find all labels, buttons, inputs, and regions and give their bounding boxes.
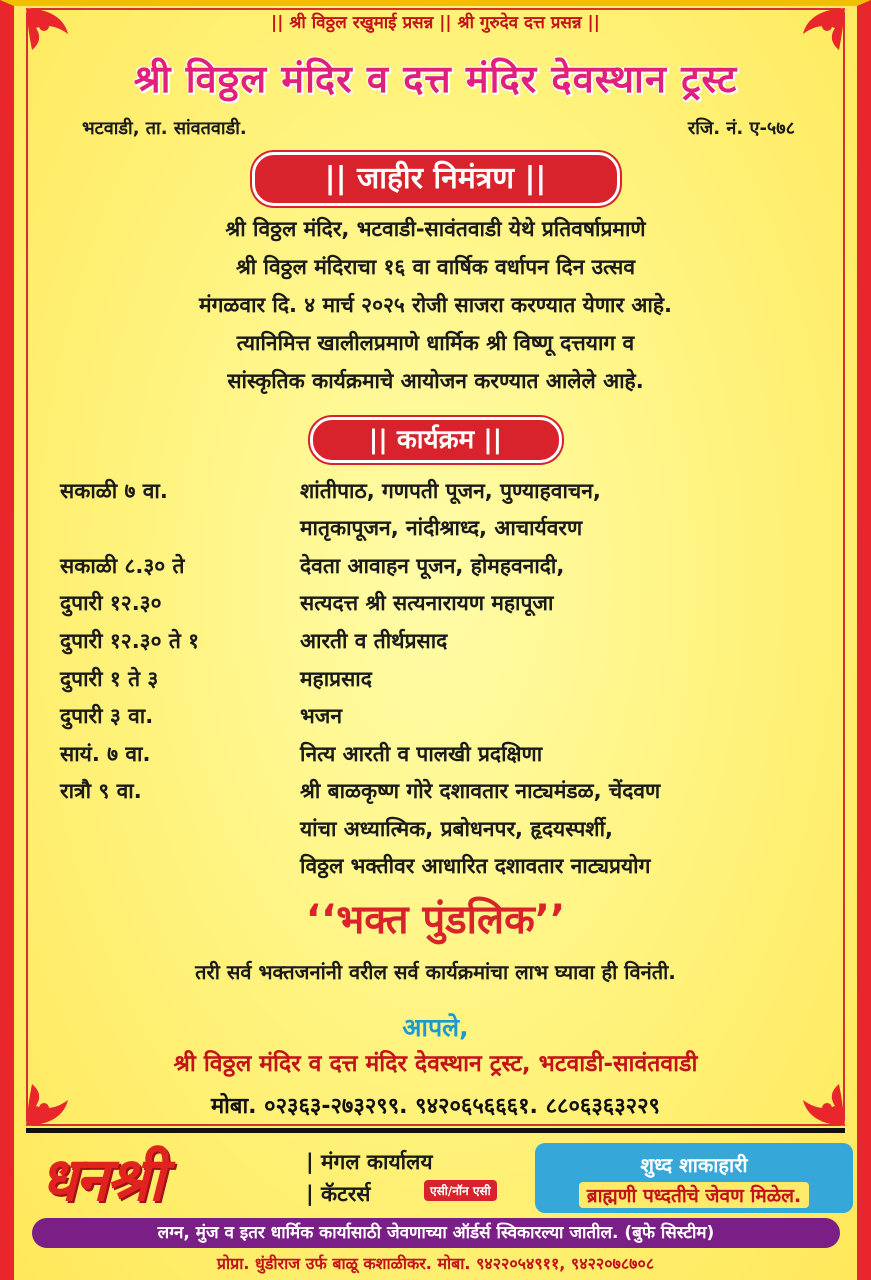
ac-badge: एसी/नॉन एसी [424,1180,497,1201]
venue-line: | कॅटरर्स [306,1182,371,1206]
schedule-event: शांतीपाठ, गणपती पूजन, पुण्याहवाचन, [300,479,601,503]
trust-title: श्री विठ्ठल मंदिर व दत्त मंदिर देवस्थान ट्रस्ट [133,57,738,101]
trust-address: भटवाडी, ता. सांवतवाडी. [82,118,247,139]
orders-banner: लग्न, मुंज व इतर धार्मिक कार्यासाठी जेवणाच्या ऑर्डर्स स्विकारल्या जातील. (बुफे सिस्टीम) [32,1218,840,1248]
schedule-event: सत्यदत्त श्री सत्यनारायण महापूजा [300,591,554,615]
schedule-time: सायं. ७ वा. [60,742,151,766]
schedule-time: दुपारी १ ते ३ [60,667,159,691]
schedule-event: श्री बाळकृष्ण गोरे दशावतार नाट्यमंडळ, चेंदवण [300,779,661,803]
closing-salutation: आपले, [402,1013,469,1042]
schedule-event: आरती व तीर्थप्रसाद [300,629,448,653]
drama-title: ‘‘भक्त पुंडलिक’’ [305,897,566,943]
schedule-time: दुपारी १२.३० ते १ [60,629,200,653]
brand-logo: धनश्री [40,1145,163,1215]
section-divider [26,1128,845,1133]
invitation-line: त्यानिमित्त खालीलप्रमाणे धार्मिक श्री विष्णू दत्तयाग व [236,331,635,355]
schedule-time: सकाळी ७ वा. [60,479,168,503]
schedule-time: दुपारी ३ वा. [60,704,154,728]
schedule-time: रात्रौ ९ वा. [60,779,142,803]
request-line: तरी सर्व भक्तजनांनी वरील सर्व कार्यक्रमांचा लाभ घ्यावा ही विनंती. [195,960,676,984]
blessing-line: || श्री विठ्ठल रखुमाई प्रसन्न || श्री गुरुदेव दत्त प्रसन्न || [271,13,600,33]
schedule-event: देवता आवाहन पूजन, होमहवनादी, [300,554,565,578]
veg-line: शुध्द शाकाहारी [640,1153,748,1177]
schedule-event: विठ्ठल भक्तीवर आधारित दशावतार नाट्यप्रयोग [300,854,651,878]
veg-food-box [535,1143,853,1213]
venue-line: | मंगल कार्यालय [306,1150,433,1174]
registration-number: रजि. नं. ए-५७८ [687,118,795,139]
program-heading: || कार्यक्रम || [310,417,562,463]
schedule-event: भजन [300,704,342,728]
schedule-event: मातृकापूजन, नांदीश्राध्द, आचार्यवरण [300,516,583,540]
invitation-heading: || जाहीर निमंत्रण || [252,152,620,206]
veg-line: ब्राह्मणी पध्दतीचे जेवण मिळेल. [579,1182,810,1208]
invitation-line: श्री विठ्ठल मंदिराचा १६ वा वार्षिक वर्धापन दिन उत्सव [235,255,636,279]
schedule-event: नित्य आरती व पालखी प्रदक्षिणा [300,742,543,766]
invitation-line: सांस्कृतिक कार्यक्रमाचे आयोजन करण्यात आलेले आहे. [227,369,644,393]
invitation-text [40,210,831,400]
trust-signature: श्री विठ्ठल मंदिर व दत्त मंदिर देवस्थान ट्रस्ट, भटवाडी-सावंतवाडी [173,1051,698,1077]
schedule-time: सकाळी ८.३० ते [60,554,185,578]
proprietor-line: प्रोप्रा. धुंडीराज उर्फ बाळू कशाळीकर. मोबा. ९४२२०५४९११, ९४२२०७८७०८ [216,1254,655,1273]
invitation-line: श्री विठ्ठल मंदिर, भटवाडी-सावंतवाडी येथे प्रतिवर्षाप्रमाणे [225,217,646,241]
schedule-event: यांचा अध्यात्मिक, प्रबोधनपर, हृदयस्पर्शी, [300,817,614,841]
schedule-time: दुपारी १२.३० [60,591,162,615]
invitation-line: मंगळवार दि. ४ मार्च २०२५ रोजी साजरा करण्यात येणार आहे. [199,293,672,317]
schedule-event: महाप्रसाद [300,667,372,691]
contact-numbers: मोबा. ०२३६३-२७३२९९. ९४२०६५६६६१. ८८०६३६३२२९ [211,1094,660,1119]
